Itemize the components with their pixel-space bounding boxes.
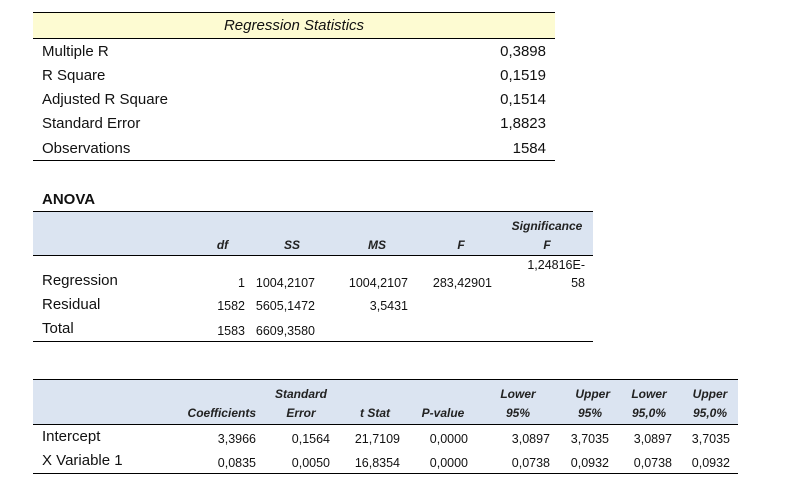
coef-header-lower-950: Lower: [631, 387, 667, 401]
coef-header-upper-95-pct: 95%: [577, 406, 602, 420]
coef-header-upper-950-pct: 95,0%: [692, 406, 728, 420]
stats-label-adjusted-r-square: Adjusted R Square: [42, 91, 168, 108]
divider: [33, 255, 593, 256]
anova-residual-df: 1582: [217, 299, 245, 313]
coef-header-coefficients: Coefficients: [187, 406, 256, 420]
anova-label-regression: Regression: [42, 272, 118, 289]
anova-regression-ss: 1004,2107: [255, 276, 315, 290]
divider: [33, 473, 738, 474]
stats-title: Regression Statistics: [223, 17, 365, 34]
anova-header-significance: Significance: [511, 219, 583, 233]
anova-regression-sig-line2: 58: [571, 276, 585, 290]
anova-regression-sig-line1: 1,24816E-: [527, 258, 585, 272]
stats-label-r-square: R Square: [42, 67, 106, 84]
coef-label-intercept: Intercept: [42, 428, 101, 445]
coef-header-error: Error: [286, 406, 316, 420]
anova-label-total: Total: [42, 320, 74, 337]
coef-header-lower-95: Lower: [500, 387, 536, 401]
anova-header-ss: SS: [283, 238, 300, 252]
divider: [33, 424, 738, 425]
coef-header-lower-95-pct: 95%: [505, 406, 531, 420]
divider: [33, 341, 593, 342]
divider: [33, 38, 555, 39]
coef-header-upper-950: Upper: [692, 387, 728, 401]
stats-value-observations: 1584: [512, 140, 546, 157]
coef-intercept-se: 0,1564: [291, 432, 330, 446]
divider: [33, 12, 555, 13]
anova-total-df: 1583: [217, 324, 245, 338]
anova-label-residual: Residual: [42, 296, 101, 313]
anova-header-f: F: [457, 238, 465, 252]
coef-xvar-u950: 0,0932: [691, 456, 730, 470]
anova-header-df: df: [216, 238, 229, 252]
coef-intercept-l950: 3,0897: [633, 432, 672, 446]
coef-xvar-l950: 0,0738: [633, 456, 672, 470]
stats-label-multiple-r: Multiple R: [42, 43, 109, 60]
coef-intercept-p: 0,0000: [429, 432, 468, 446]
coef-xvar-se: 0,0050: [291, 456, 330, 470]
coef-label-x-variable-1: X Variable 1: [42, 452, 123, 469]
anova-total-ss: 6609,3580: [255, 324, 315, 338]
coef-intercept-t: 21,7109: [354, 432, 400, 446]
stats-value-standard-error: 1,8823: [500, 115, 546, 132]
coef-header-standard: Standard: [274, 387, 327, 401]
anova-residual-ms: 3,5431: [369, 299, 408, 313]
coef-intercept-l95: 3,0897: [511, 432, 550, 446]
coef-header-upper-95: Upper: [575, 387, 610, 401]
coef-xvar-u95: 0,0932: [570, 456, 609, 470]
stats-value-adjusted-r-square: 0,1514: [500, 91, 546, 108]
anova-residual-ss: 5605,1472: [255, 299, 315, 313]
anova-regression-f: 283,42901: [432, 276, 492, 290]
anova-title: ANOVA: [42, 191, 96, 208]
stats-label-standard-error: Standard Error: [42, 115, 141, 132]
coef-header-lower-950-pct: 95,0%: [631, 406, 667, 420]
coef-intercept-u95: 3,7035: [570, 432, 609, 446]
coef-intercept-u950: 3,7035: [691, 432, 730, 446]
coef-xvar-t: 16,8354: [354, 456, 400, 470]
divider: [33, 379, 738, 380]
coef-header-t-stat: t Stat: [360, 406, 390, 420]
stats-value-r-square: 0,1519: [500, 67, 546, 84]
anova-regression-ms: 1004,2107: [348, 276, 408, 290]
coef-xvar-coef: 0,0835: [217, 456, 256, 470]
coef-intercept-coef: 3,3966: [217, 432, 256, 446]
anova-regression-df: 1: [238, 276, 245, 290]
anova-header-significance-f: F: [543, 238, 551, 252]
divider: [33, 211, 593, 212]
anova-header-ms: MS: [368, 238, 386, 252]
coef-xvar-p: 0,0000: [429, 456, 468, 470]
stats-value-multiple-r: 0,3898: [500, 43, 546, 60]
divider: [33, 160, 555, 161]
stats-label-observations: Observations: [42, 140, 131, 157]
coef-xvar-l95: 0,0738: [511, 456, 550, 470]
coef-header-p-value: P-value: [421, 406, 465, 420]
